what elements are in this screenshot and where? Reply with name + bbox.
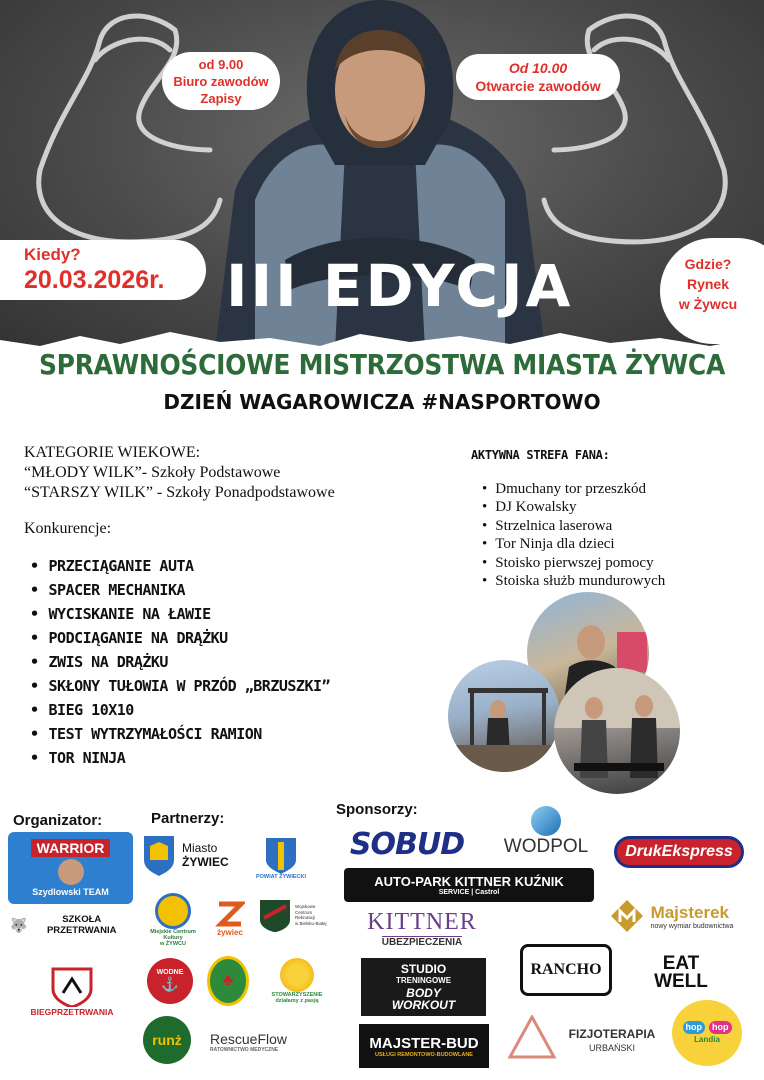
torn-paper-edge [0, 318, 764, 350]
fan-zone-list [482, 480, 665, 590]
triangle-icon [508, 1015, 556, 1059]
sun-icon [280, 958, 314, 992]
county-label: POWIAT ŻYWIECKI [255, 874, 306, 880]
list-item: • PRZECIĄGANIE AUTA [30, 554, 330, 578]
category-older: “STARSZY WILK” - Szkoły Ponadpodstawowe [24, 484, 335, 501]
wodne-logo [147, 958, 193, 1004]
warrior-label: WARRIOR [31, 839, 111, 857]
mck-label-2: w ŻYWCU [160, 941, 186, 947]
competitions-list [30, 554, 330, 770]
list-item: • BIEG 10X10 [30, 698, 330, 722]
team-label: Szydlowski TEAM [32, 887, 109, 897]
registration-bubble [162, 52, 280, 110]
where-city: w Żywcu [678, 296, 738, 312]
studio-line-4: WORKOUT [391, 998, 456, 1012]
list-item: • PODCIĄGANIE NA DRĄŻKU [30, 626, 330, 650]
hophop-landia: Landia [694, 1035, 720, 1044]
military-shield-icon [258, 898, 292, 932]
city-label-2: ŻYWIEC [182, 855, 229, 869]
city-label-1: Miasto [182, 841, 218, 855]
wodne-label: WODNE [156, 969, 184, 976]
list-item: • TEST WYTRZYMAŁOŚCI RAMION [30, 722, 330, 746]
studio-line-2: TRENINGOWE [395, 976, 452, 985]
wcr-line-2: Centrum [295, 909, 313, 915]
powiat-logo [252, 832, 310, 884]
studio-line-3: BODY [406, 986, 441, 1000]
event-subtitle: DZIEŃ WAGAROWICZA #NASPORTOWO [163, 390, 601, 414]
miasto-zywiec-logo [142, 832, 238, 878]
list-item: • Strzelnica laserowa [482, 517, 665, 535]
sobud-logo [340, 824, 474, 864]
majsterbud-label: MAJSTER-BUD [369, 1034, 479, 1052]
survival-run-label: BIEGPRZETRWANIA [30, 1007, 114, 1017]
rescueflow-logo [210, 1028, 328, 1056]
survival-run-logo [30, 960, 114, 1022]
tree-crest-logo [207, 956, 249, 1006]
eatwell-logo [650, 952, 712, 994]
partners-label: Partnerzy: [151, 810, 225, 827]
event-title: SPRAWNOŚCIOWE MISTRZOSTWA MIASTA ŻYWCA [38, 348, 726, 381]
pullup-photo [448, 660, 560, 772]
kittner-label: KITTNER [367, 908, 477, 935]
water-drop-icon [531, 806, 561, 836]
mck-label-1: Miejskie Centrum Kultury [150, 929, 196, 941]
hophop-landia-logo [672, 1000, 742, 1066]
when-bubble [0, 240, 206, 300]
rescueflow-label: RescueFlow [210, 1031, 288, 1047]
where-place: Rynek [686, 276, 730, 292]
runz-label: runż [152, 1032, 182, 1048]
majsterbud-logo [359, 1024, 489, 1068]
survival-school-logo [10, 912, 132, 938]
eatwell-line-1: EAT [662, 953, 700, 974]
registration-signup: Zapisy [200, 91, 242, 106]
age-categories [24, 443, 335, 503]
majsterek-sub: nowy wymiar budownictwa [650, 922, 734, 930]
rancho-label: RANCHO [530, 961, 602, 978]
category-young: “MŁODY WILK”- Szkoły Podstawowe [24, 464, 281, 481]
list-item: • SKŁONY TUŁOWIA W PRZÓD „BRZUSZKI” [30, 674, 330, 698]
bench-press-photo [554, 668, 680, 794]
stowarzyszenie-logo [268, 952, 326, 1010]
list-item: • WYCISKANIE NA ŁAWIE [30, 602, 330, 626]
wolf-icon: 🐺 [10, 916, 28, 933]
hophop-word-2: hop [709, 1021, 732, 1034]
edition-title: III EDYCJA [226, 252, 574, 320]
autopark-label: AUTO-PARK KITTNER KUŹNIK [374, 874, 564, 889]
runz-logo [143, 1016, 191, 1064]
list-item: • DJ Kowalsky [482, 498, 665, 516]
list-item: • Stoisko pierwszej pomocy [482, 554, 665, 572]
shield-runner-icon [49, 965, 95, 1007]
warrior-logo [8, 832, 133, 904]
registration-office: Biuro zawodów [173, 74, 269, 89]
eatwell-line-2: WELL [654, 971, 708, 992]
majsterek-logo [590, 894, 754, 938]
autopark-logo [344, 868, 594, 902]
wcr-line-3: Rekrutacji [295, 915, 316, 920]
drukekspress-logo [604, 832, 754, 872]
where-label: Gdzie? [684, 256, 732, 272]
wodpol-label: WODPOL [503, 836, 589, 857]
competitions-heading: Konkurencje: [24, 520, 112, 537]
m-diamond-icon [611, 900, 643, 932]
opening-time: Od 10.00 [508, 60, 568, 76]
autopark-sub: SERVICE | Castrol [438, 889, 500, 896]
city-crest-icon [142, 834, 176, 876]
opening-bubble [456, 54, 620, 100]
fizjoterapia-logo [564, 1022, 660, 1060]
when-label: Kiedy? [24, 245, 81, 264]
z-mark-icon [215, 898, 245, 928]
mck-emblem-icon [155, 893, 191, 929]
age-categories-heading: KATEGORIE WIEKOWE: [24, 444, 201, 461]
studio-workout-logo [361, 958, 486, 1016]
rescueflow-sub: RATOWNICTWO MEDYCZNE [210, 1047, 279, 1053]
hero-banner [0, 0, 764, 350]
registration-time: od 9.00 [198, 57, 244, 72]
kittner-sub: UBEZPIECZENIA [381, 936, 463, 948]
survival-school-label: SZKOŁA PRZETRWANIA [46, 914, 117, 936]
list-item: • Dmuchany tor przeszkód [482, 480, 665, 498]
sponsors-label: Sponsorzy: [336, 801, 418, 818]
rancho-logo [520, 944, 612, 996]
list-item: • Stoiska służb mundurowych [482, 572, 665, 590]
organizer-label: Organizator: [13, 812, 103, 829]
event-date: 20.03.2026r. [24, 266, 165, 294]
list-item: • ZWIS NA DRĄŻKU [30, 650, 330, 674]
triangle-logo [506, 1012, 558, 1062]
kittner-logo [356, 906, 488, 950]
wcr-logo [258, 895, 338, 935]
list-item: • TOR NINJA [30, 746, 330, 770]
county-crest-icon [264, 836, 298, 874]
anchor-icon: ⚓ [161, 976, 179, 992]
wcr-line-1: Wojskowe [295, 904, 316, 909]
list-item: • Tor Ninja dla dzieci [482, 535, 665, 553]
zywiec-brand-label: żywiec [217, 927, 243, 937]
hophop-word-1: hop [683, 1021, 706, 1034]
list-item: • SPACER MECHANIKA [30, 578, 330, 602]
wcr-line-4: w Bielsku-Białej [295, 920, 327, 926]
wodpol-logo [492, 800, 600, 864]
druk-label: DrukEkspress [614, 836, 744, 868]
studio-line-1: STUDIO [400, 962, 447, 976]
fan-zone-heading: AKTYWNA STREFA FANA: [471, 448, 610, 462]
majsterek-label: Majsterek [650, 902, 729, 922]
opening-label: Otwarcie zawodów [475, 78, 601, 94]
tree-icon: ♣ [222, 972, 234, 989]
mck-logo [143, 892, 203, 948]
majsterbud-sub: USŁUGI REMONTOWO-BUDOWLANE [375, 1051, 473, 1058]
fizjo-line-1: FIZJOTERAPIA [568, 1027, 656, 1041]
zywiec-brand-logo [205, 892, 255, 942]
sobud-label: SOBUD [349, 826, 465, 862]
fizjo-line-2: URBAŃSKI [588, 1043, 635, 1053]
coach-avatar [58, 859, 84, 885]
stow-label: STOWARZYSZENIE działamy z pasją [271, 992, 323, 1004]
